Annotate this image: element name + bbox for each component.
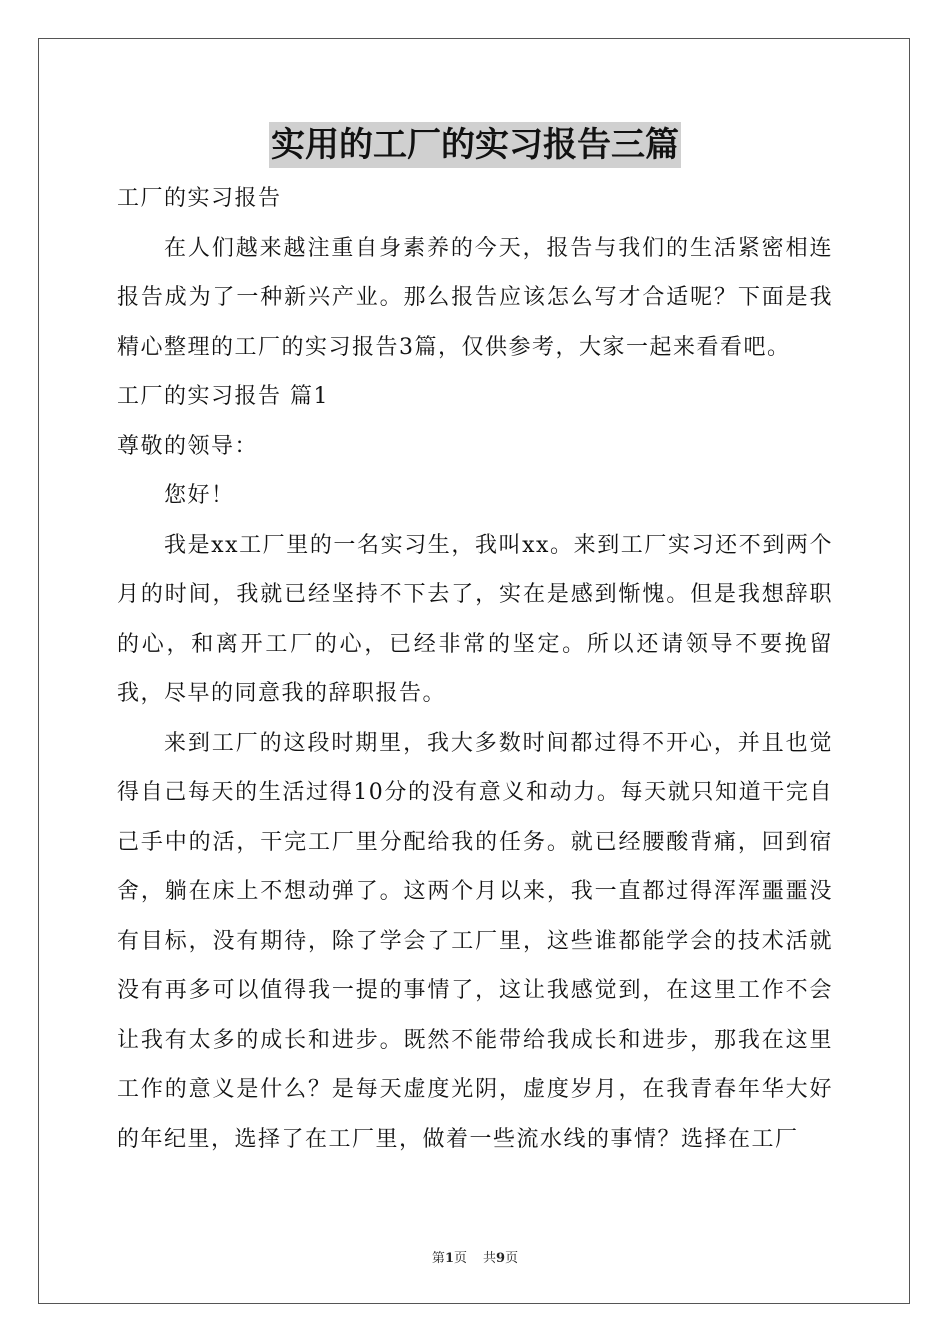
paragraph: 在人们越来越注重自身素养的今天，报告与我们的生活紧密相连报告成为了一种新兴产业。那么报告应该怎么写才合适呢？下面是我精心整理的工厂的实习报告3篇，仅供参考，大家一起来看看吧。 [117,235,833,360]
title-container [0,122,950,168]
page-footer [0,1247,950,1266]
document-body [117,174,833,1164]
paragraph: 来到工厂的这段时期里，我大多数时间都过得不开心，并且也觉得自己每天的生活过得10分的没有意义和动力。每天就只知道干完自己手中的活，干完工厂里分配给我的任务。就已经腰酸背痛，回到宿舍，躺在床上不想动弹了。这两个月以来，我一直都过得浑浑噩噩没有目标，没有期待，除了学会了工厂里，这些谁都能学会的技术活就没有再多可以值得我一提的事情了，这让我感觉到，在这里工作不会让我有太多的成长和进步。既然不能带给我成长和进步，那我在这里工作的意义是什么？是每天虚度光阴，虚度岁月，在我青春年华大好的年纪里，选择了在工厂里，做着一些流水线的事情？选择在工厂 [117,730,833,1152]
total-suffix: 页 [505,1251,519,1266]
page-number: 1 [444,1251,454,1266]
page-total: 9 [496,1251,506,1266]
salutation: 尊敬的领导： [117,433,259,459]
total-prefix: 共 [483,1251,497,1266]
section-heading: 工厂的实习报告 篇1 [117,384,329,409]
page-prefix: 第 [431,1251,445,1266]
page-suffix: 页 [453,1251,467,1266]
greeting: 您好！ [164,483,235,508]
paragraph: 工厂的实习报告 [117,186,282,211]
document-title: 实用的工厂的实习报告三篇 [269,122,681,168]
paragraph: 我是xx工厂里的一名实习生，我叫xx。来到工厂实习还不到两个月的时间，我就已经坚持不下去了，实在是感到惭愧。但是我想辞职的心，和离开工厂的心，已经非常的坚定。所以还请领导不要挽留我，尽早的同意我的辞职报告。 [117,532,833,706]
